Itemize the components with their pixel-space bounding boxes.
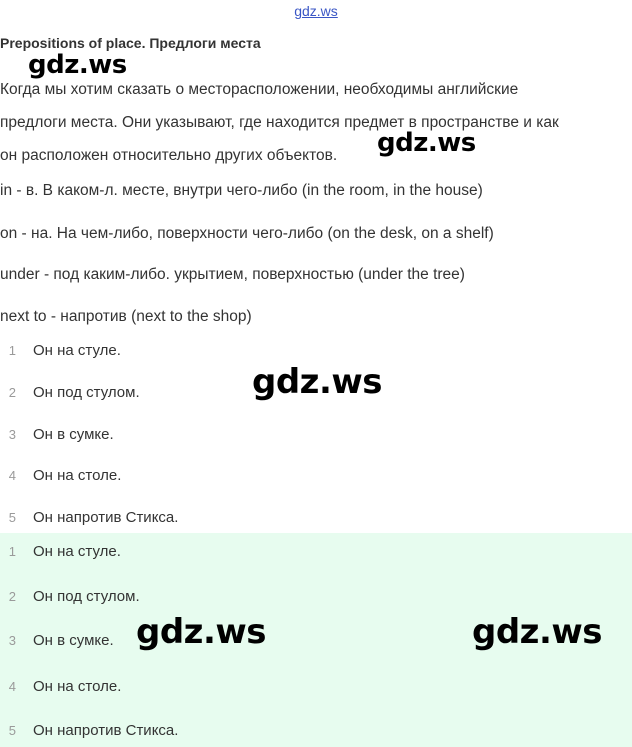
list-item [0,422,114,446]
rule-in: in - в. В каком-л. месте, внутри чего-либо (in the room, in the house) [0,182,483,199]
list-item [0,539,121,563]
list-item [0,674,121,698]
list-item [0,718,178,742]
item-number: 2 [8,384,16,400]
item-text: Он на столе. [33,466,122,484]
intro-paragraph [0,73,630,172]
intro-line: он расположен относительно других объектов. [0,147,338,164]
watermark: gdz.ws [252,362,383,402]
item-text: Он под стулом. [33,587,140,605]
item-text: Он на стуле. [33,542,121,560]
item-number: 1 [8,342,16,358]
item-text: Он под стулом. [33,383,140,401]
intro-line: Когда мы хотим сказать о месторасположении, необходимы английские [0,81,519,98]
site-link[interactable]: gdz.ws [294,3,338,19]
item-text: Он на стуле. [33,341,121,359]
item-number: 1 [8,543,16,559]
item-number: 2 [8,588,16,604]
item-text: Он в сумке. [33,631,114,649]
rule-under: under - под каким-либо. укрытием, поверхностью (under the tree) [0,266,465,283]
item-number: 3 [8,632,16,648]
item-number: 3 [8,426,16,442]
list-item [0,628,114,652]
intro-line: предлоги места. Они указывают, где находится предмет в пространстве и как [0,114,559,131]
list-item [0,463,121,487]
watermark: gdz.ws [136,612,267,652]
item-text: Он на столе. [33,677,122,695]
item-number: 5 [8,722,16,738]
item-text: Он напротив Стикса. [33,721,179,739]
list-item [0,505,178,529]
watermark: gdz.ws [377,128,476,158]
item-number: 5 [8,509,16,525]
rule-on: on - на. На чем-либо, поверхности чего-либо (on the desk, on a shelf) [0,225,494,242]
item-number: 4 [8,467,16,483]
page-title: Prepositions of place. Предлоги места [0,35,261,51]
list-item [0,380,140,404]
item-text: Он в сумке. [33,425,114,443]
rule-next-to: next to - напротив (next to the shop) [0,308,252,325]
item-number: 4 [8,678,16,694]
watermark: gdz.ws [472,612,603,652]
list-item [0,338,121,362]
item-text: Он напротив Стикса. [33,508,179,526]
watermark: gdz.ws [28,50,127,80]
list-item [0,584,140,608]
